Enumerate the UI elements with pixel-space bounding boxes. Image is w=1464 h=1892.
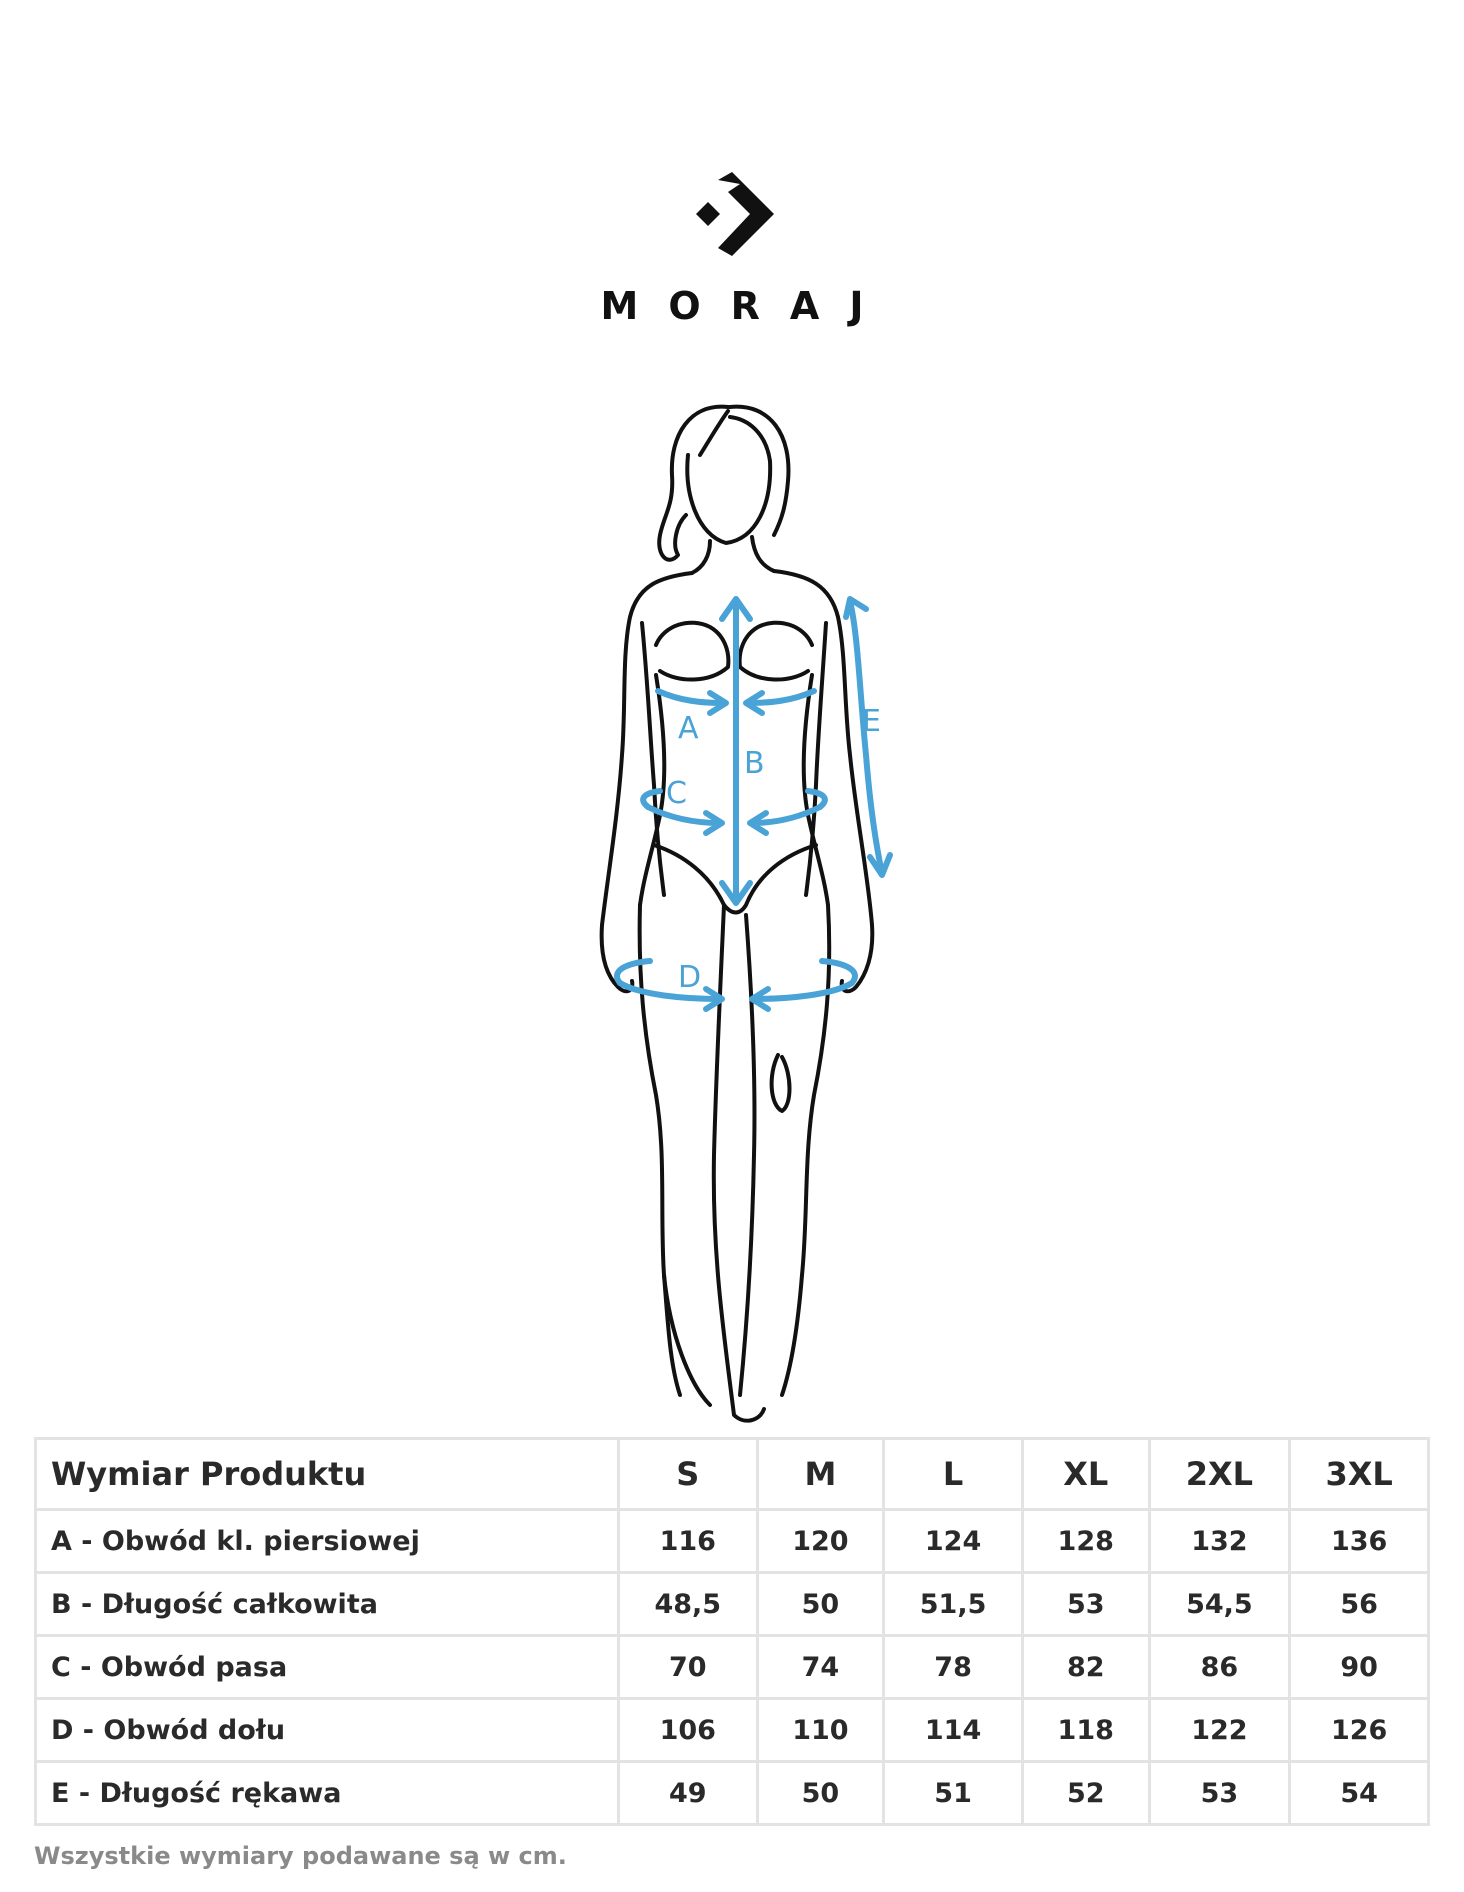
table-cell: 78: [884, 1636, 1023, 1699]
table-row: [36, 1510, 1429, 1573]
header-size-m: M: [757, 1439, 884, 1510]
header-size-s: S: [618, 1439, 757, 1510]
table-cell: 86: [1149, 1636, 1290, 1699]
chevron-diamond-logo-icon: [688, 170, 776, 258]
table-cell: 82: [1022, 1636, 1149, 1699]
table-cell: 132: [1149, 1510, 1290, 1573]
table-header-row: [36, 1439, 1429, 1510]
table-cell: 50: [757, 1573, 884, 1636]
table-row: [36, 1573, 1429, 1636]
table-cell: 53: [1149, 1762, 1290, 1825]
table-cell: 54,5: [1149, 1573, 1290, 1636]
row-label: E - Długość rękawa: [36, 1762, 619, 1825]
table-cell: 136: [1290, 1510, 1429, 1573]
table-cell: 52: [1022, 1762, 1149, 1825]
table-cell: 53: [1022, 1573, 1149, 1636]
row-label: D - Obwód dołu: [36, 1699, 619, 1762]
header-size-2xl: 2XL: [1149, 1439, 1290, 1510]
table-cell: 51,5: [884, 1573, 1023, 1636]
label-e: E: [862, 704, 881, 739]
label-d: D: [678, 960, 702, 995]
table-cell: 49: [618, 1762, 757, 1825]
table-row: [36, 1762, 1429, 1825]
measurement-footnote: Wszystkie wymiary podawane są w cm.: [34, 1842, 567, 1870]
table-cell: 106: [618, 1699, 757, 1762]
label-a: A: [678, 711, 699, 746]
brand-logo: [0, 170, 1464, 328]
table-row: [36, 1636, 1429, 1699]
label-c: C: [666, 776, 687, 811]
table-cell: 128: [1022, 1510, 1149, 1573]
header-size-3xl: 3XL: [1290, 1439, 1429, 1510]
table-cell: 120: [757, 1510, 884, 1573]
table-cell: 51: [884, 1762, 1023, 1825]
table-cell: 70: [618, 1636, 757, 1699]
size-chart-table: [34, 1437, 1430, 1826]
header-label: Wymiar Produktu: [36, 1439, 619, 1510]
row-label: A - Obwód kl. piersiowej: [36, 1510, 619, 1573]
header-size-l: L: [884, 1439, 1023, 1510]
table-cell: 56: [1290, 1573, 1429, 1636]
table-cell: 50: [757, 1762, 884, 1825]
brand-name: MORAJ: [600, 284, 894, 328]
table-cell: 122: [1149, 1699, 1290, 1762]
header-size-xl: XL: [1022, 1439, 1149, 1510]
table-cell: 110: [757, 1699, 884, 1762]
table-cell: 48,5: [618, 1573, 757, 1636]
table-row: [36, 1699, 1429, 1762]
table-cell: 54: [1290, 1762, 1429, 1825]
table-cell: 126: [1290, 1699, 1429, 1762]
label-b: B: [744, 746, 765, 781]
table-cell: 116: [618, 1510, 757, 1573]
table-cell: 118: [1022, 1699, 1149, 1762]
row-label: C - Obwód pasa: [36, 1636, 619, 1699]
table-cell: 74: [757, 1636, 884, 1699]
female-body-outline-icon: [560, 395, 920, 1425]
table-cell: 114: [884, 1699, 1023, 1762]
body-measurement-figure: [560, 395, 920, 1425]
table-cell: 90: [1290, 1636, 1429, 1699]
row-label: B - Długość całkowita: [36, 1573, 619, 1636]
table-cell: 124: [884, 1510, 1023, 1573]
